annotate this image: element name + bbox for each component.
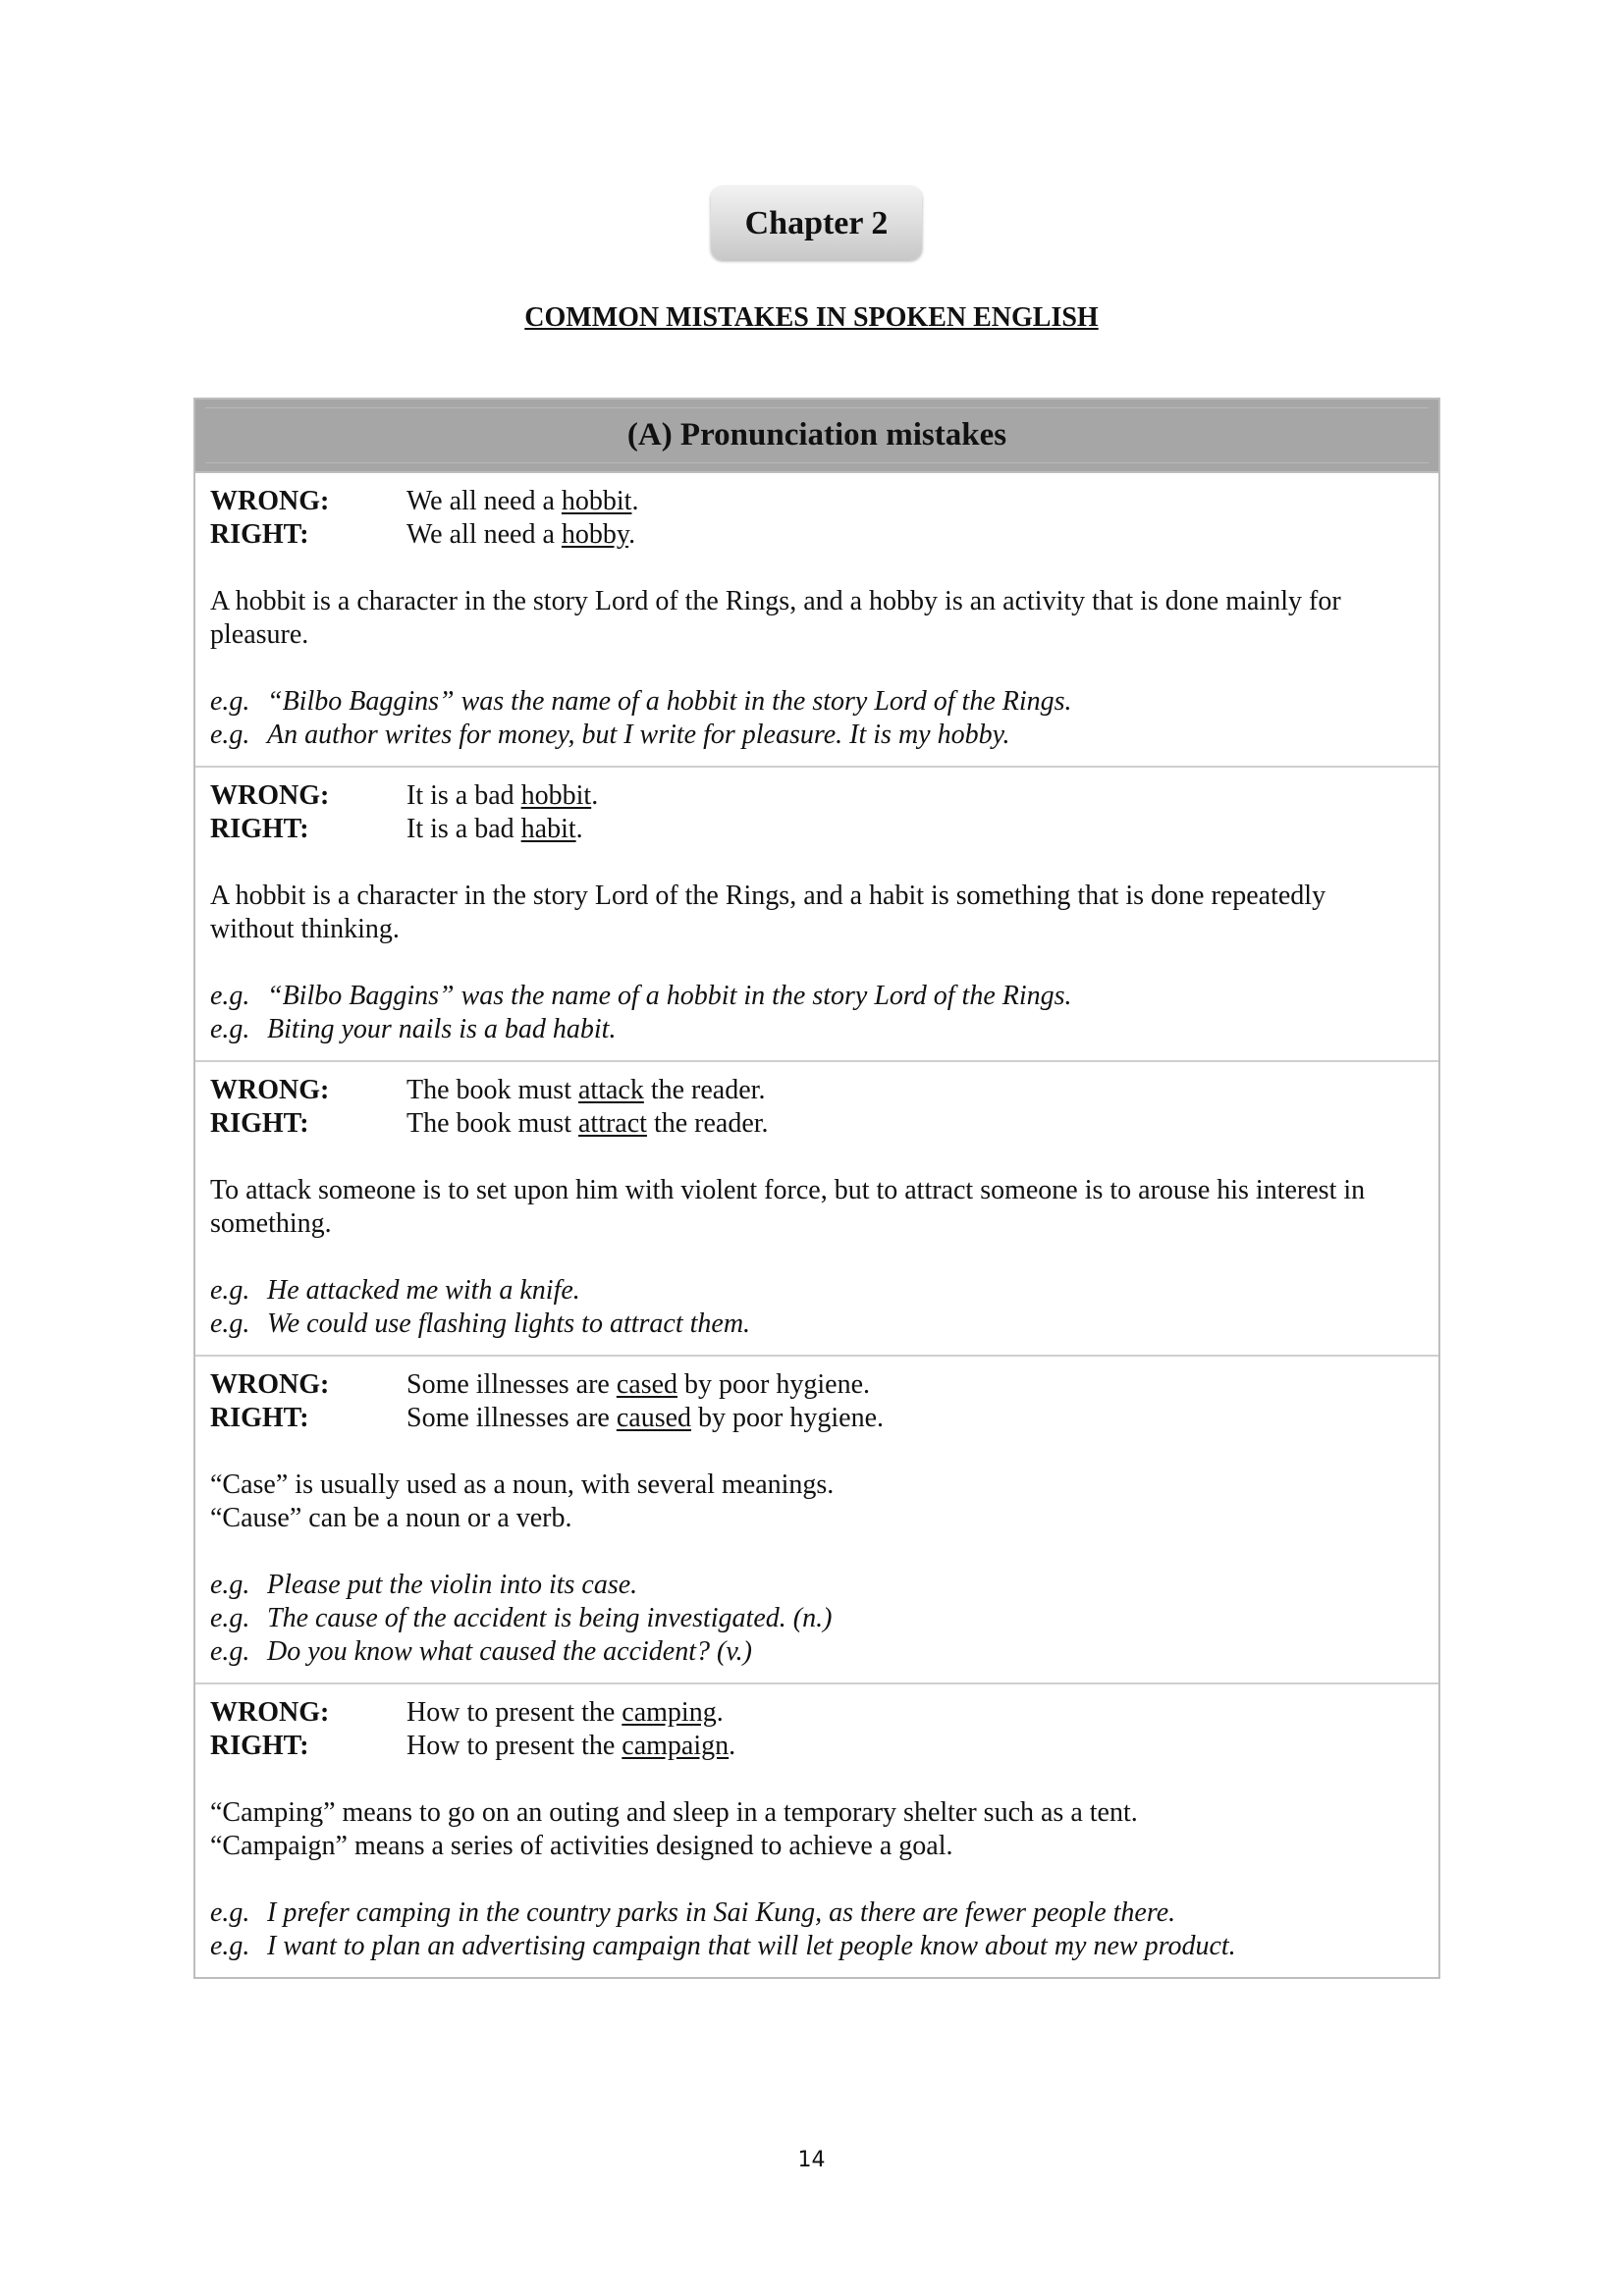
example-text: I prefer camping in the country parks in Sai Kung, as there are fewer people there. [267,1897,1176,1928]
explanation-line: “Case” is usually used as a noun, with several meanings. [210,1469,835,1500]
table-row [195,768,1438,1062]
wrong-sentence [406,1368,870,1402]
right-sentence [406,1402,884,1435]
eg-label: e.g. [210,1570,250,1600]
eg-label: e.g. [210,1931,250,1961]
right-sentence-post: the reader. [646,1108,769,1139]
spacer [210,1763,1424,1796]
explanation-line: without thinking. [210,914,400,944]
example-line [210,1635,1424,1669]
entries-list [195,473,1438,1977]
wrong-sentence-pre: We all need a [406,486,562,516]
right-label: RIGHT: [210,1403,309,1433]
right-sentence-post: by poor hygiene. [691,1403,884,1433]
wrong-word: camping [622,1697,717,1728]
right-word: caused [616,1403,692,1433]
example-line [210,685,1424,719]
chapter-label-box [711,187,922,260]
wrong-sentence-row [210,485,1424,518]
explanation-line: A hobbit is a character in the story Lord of the Rings, and a hobby is an activity that is done mainly for [210,586,1341,616]
example-text: The cause of the accident is being investigated. (n.) [267,1603,833,1633]
example-text: Biting your nails is a bad habit. [267,1014,617,1044]
example-line [210,980,1424,1013]
explanation-line: A hobbit is a character in the story Lord of the Rings, and a habit is something that is done repeatedly [210,881,1326,911]
spacer [210,1863,1424,1896]
explanation-line: To attack someone is to set upon him with violent force, but to attract someone is to arouse his interest in [210,1175,1366,1205]
explanation-line: “Cause” can be a noun or a verb. [210,1503,572,1533]
right-sentence-post: . [628,519,636,550]
wrong-sentence [406,1696,724,1730]
right-sentence [406,813,583,846]
spacer [210,1241,1424,1274]
wrong-sentence-pre: How to present the [406,1697,622,1728]
wrong-sentence-post: . [591,780,599,811]
example-line [210,719,1424,752]
section-title: (A) Pronunciation mistakes [626,417,1007,453]
right-label: RIGHT: [210,1108,309,1139]
example-text: We could use flashing lights to attract them. [267,1308,751,1339]
example-text: “Bilbo Baggins” was the name of a hobbit in the story Lord of the Rings. [267,686,1072,717]
right-sentence-row [210,1402,1424,1435]
right-sentence-row [210,518,1424,552]
spacer [210,552,1424,585]
right-label: RIGHT: [210,814,309,844]
right-sentence-row [210,813,1424,846]
right-sentence [406,1107,769,1141]
eg-label: e.g. [210,1014,250,1044]
right-sentence-post: . [575,814,583,844]
example-text: He attacked me with a knife. [267,1275,580,1306]
wrong-label: WRONG: [210,780,330,811]
example-text: An author writes for money, but I write for pleasure. It is my hobby. [267,720,1010,750]
example-line [210,1274,1424,1308]
right-sentence-pre: The book must [406,1108,578,1139]
wrong-sentence-row [210,1074,1424,1107]
spacer [210,1141,1424,1174]
spacer [210,1435,1424,1468]
right-word: habit [520,814,576,844]
eg-label: e.g. [210,1603,250,1633]
eg-label: e.g. [210,1636,250,1667]
wrong-label: WRONG: [210,486,330,516]
wrong-sentence-pre: Some illnesses are [406,1369,617,1400]
table-row [195,473,1438,768]
right-word: attract [578,1108,647,1139]
wrong-word: attack [578,1075,644,1105]
wrong-word: hobbit [520,780,592,811]
spacer [210,946,1424,980]
wrong-sentence-post: . [716,1697,724,1728]
right-sentence-row [210,1730,1424,1763]
spacer [210,846,1424,880]
eg-label: e.g. [210,981,250,1011]
table-row [195,1684,1438,1977]
right-sentence-row [210,1107,1424,1141]
spacer [210,652,1424,685]
wrong-label: WRONG: [210,1075,330,1105]
wrong-word: hobbit [561,486,632,516]
eg-label: e.g. [210,1275,250,1306]
example-line [210,1896,1424,1930]
page-heading: COMMON MISTAKES IN SPOKEN ENGLISH [524,302,1099,333]
explanation-line: something. [210,1208,332,1239]
wrong-sentence [406,485,638,518]
example-line [210,1013,1424,1046]
wrong-sentence-row [210,1696,1424,1730]
example-line [210,1602,1424,1635]
wrong-sentence-post: . [631,486,639,516]
eg-label: e.g. [210,1897,250,1928]
explanation-line: “Campaign” means a series of activities designed to achieve a goal. [210,1831,953,1861]
explanation-line: pleasure. [210,619,309,650]
table-row [195,1062,1438,1357]
example-line [210,1569,1424,1602]
example-text: “Bilbo Baggins” was the name of a hobbit in the story Lord of the Rings. [267,981,1072,1011]
page-number: 14 [797,2148,826,2172]
wrong-label: WRONG: [210,1369,330,1400]
right-sentence-post: . [729,1731,736,1761]
explanation-line: “Camping” means to go on an outing and sleep in a temporary shelter such as a tent. [210,1797,1138,1828]
right-sentence-pre: We all need a [406,519,562,550]
eg-label: e.g. [210,686,250,717]
example-line [210,1930,1424,1963]
right-sentence-pre: How to present the [406,1731,622,1761]
right-sentence-pre: Some illnesses are [406,1403,617,1433]
right-sentence [406,1730,735,1763]
table-row [195,1357,1438,1684]
wrong-sentence-pre: The book must [406,1075,578,1105]
example-text: Do you know what caused the accident? (v.) [267,1636,753,1667]
wrong-sentence-pre: It is a bad [406,780,521,811]
wrong-sentence-row [210,779,1424,813]
wrong-label: WRONG: [210,1697,330,1728]
wrong-sentence-post: by poor hygiene. [677,1369,870,1400]
mistakes-table [193,398,1440,1979]
wrong-sentence-post: the reader. [643,1075,766,1105]
wrong-sentence [406,779,598,813]
eg-label: e.g. [210,720,250,750]
eg-label: e.g. [210,1308,250,1339]
example-text: I want to plan an advertising campaign that will let people know about my new product. [267,1931,1236,1961]
right-sentence-pre: It is a bad [406,814,521,844]
right-label: RIGHT: [210,1731,309,1761]
right-sentence [406,518,635,552]
example-text: Please put the violin into its case. [267,1570,638,1600]
wrong-word: cased [616,1369,678,1400]
example-line [210,1308,1424,1341]
chapter-label: Chapter 2 [744,204,889,241]
section-header [195,400,1438,473]
right-label: RIGHT: [210,519,309,550]
right-word: hobby [561,519,629,550]
spacer [210,1535,1424,1569]
right-word: campaign [622,1731,730,1761]
wrong-sentence [406,1074,765,1107]
wrong-sentence-row [210,1368,1424,1402]
